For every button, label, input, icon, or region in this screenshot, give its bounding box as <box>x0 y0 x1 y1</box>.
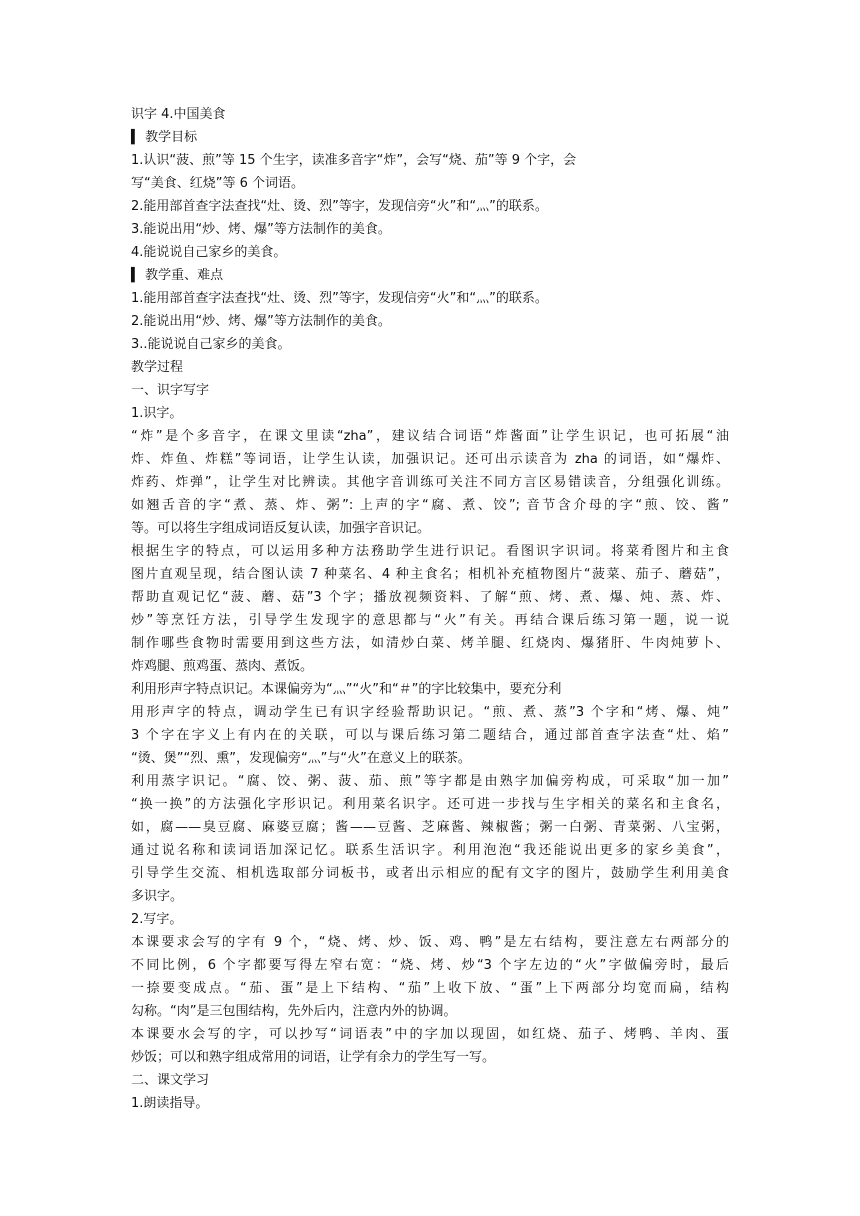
text-line: 炸药、炸弹”，让学生对比辨读。其他字音训练可关注不同方言区易错读音，分组强化训练。 <box>131 475 729 490</box>
text-line: 图片直观呈现，结合图认读 7 种菜名、4 种主食名；相机补充植物图片“菠菜、茄子、蘑菇”， <box>131 567 729 582</box>
text-line: 2.能说出用“炒、烤、爆”等方法制作的美食。 <box>131 314 391 329</box>
text-line: 勾称。“肉”是三包围结构，先外后内，注意内外的协调。 <box>131 1004 457 1019</box>
text-line: 4.能说说自己家乡的美食。 <box>131 245 287 260</box>
section-heading: ▍ 教学重、难点 <box>131 268 224 283</box>
text-line: 2.能用部首查字法查找“灶、烫、烈”等字，发现信旁“火”和“灬”的联系。 <box>131 199 548 214</box>
text-line: 如，腐——臭豆腐、麻婆豆腐；酱——豆酱、芝麻酱、辣椒酱；粥一白粥、青菜粥、八宝粥， <box>131 820 729 835</box>
text-line: 写“美食、红烧”等 6 个词语。 <box>131 176 305 191</box>
text-line: 炸鸡腿、煎鸡蛋、蒸肉、煮饭。 <box>131 659 314 674</box>
section-heading: 二、课文学习 <box>131 1073 210 1088</box>
text-line: 炒饭；可以和熟字组成常用的词语，让学有余力的学生写一写。 <box>131 1050 496 1065</box>
sub-heading: 1.朗读指导。 <box>131 1096 209 1111</box>
text-line: “换一换”的方法强化字形识记。利用菜名识字。还可进一步找与生字相关的菜名和主食名， <box>131 797 729 812</box>
section-heading: ▍ 教学目标 <box>131 130 198 145</box>
text-line: 本课要求会写的字有 9 个，“烧、烤、炒、饭、鸡、鸭”是左右结构，要注意左右两部分的 <box>131 935 729 950</box>
section-heading: 一、识字写字 <box>131 383 210 398</box>
text-line: 等。可以将生字组成词语反复认读，加强字音识记。 <box>131 521 431 536</box>
text-line: “炸”是个多音字，在课文里读“zha”，建议结合词语“炸酱面”让学生识记，也可拓展“油 <box>131 429 729 444</box>
text-line: 利用蒸字识记。“腐、饺、粥、菠、茄、煎”等字都是由熟字加偏旁构成，可采取“加一加” <box>131 774 729 789</box>
sub-heading: 2.写字。 <box>131 912 183 927</box>
text-line: 用形声字的特点，调动学生已有识字经验帮助识记。“煎、煮、蒸”3 个字和“烤、爆、炖” <box>131 705 729 720</box>
text-line: 引导学生交流、相机选取部分词板书，或者出示相应的配有文字的图片，鼓励学生利用美食 <box>131 866 729 881</box>
sub-heading: 1.识字。 <box>131 406 183 421</box>
text-line: 3..能说说自己家乡的美食。 <box>131 337 291 352</box>
section-heading: 教学过程 <box>131 360 184 375</box>
text-line: 通过说名称和读词语加深记忆。联系生活识字。利用泡泡“我还能说出更多的家乡美食”， <box>131 843 729 858</box>
text-line: 3.能说出用“炒、烤、爆”等方法制作的美食。 <box>131 222 391 237</box>
text-line: 3 个字在字义上有内在的关联，可以与课后练习第二题结合，通过部首查字法查“灶、焰” <box>131 728 729 743</box>
text-line: 利用形声字特点识记。本课偏旁为“灬”“火”和“＃”的字比较集中，要充分利 <box>131 682 562 697</box>
text-line: 根据生字的特点，可以运用多种方法務助学生进行识记。看图识字识词。将菜肴图片和主食 <box>131 544 729 559</box>
text-line: 炸、炸鱼、炸糕”等词语，让学生认读，加强识记。还可出示读音为 zha 的词语，如“爆炸、 <box>131 452 729 467</box>
text-line: 多识字。 <box>131 889 184 904</box>
text-line: 如翘舌音的字“煮、蒸、炸、粥”: 上声的字“腐、煮、饺”; 音节含介母的字“煎、饺、酱” <box>131 498 729 513</box>
text-line: 1.能用部首查字法查找“灶、烫、烈”等字，发现信旁“火”和“灬”的联系。 <box>131 291 548 306</box>
text-line: 1.认识“菠、煎”等 15 个生字，读准多音字“炸”，会写“烧、茄”等 9 个字，会 <box>131 153 577 168</box>
text-line: 本课要水会写的字，可以抄写“词语表”中的字加以现固，如红烧、茄子、烤鸭、羊肉、蛋 <box>131 1027 729 1042</box>
text-line: 帮助直观记忆“菠、蘑、菇”3 个字；播放视频资料、了解“煎、烤、煮、爆、炖、蒸、炸、 <box>131 590 729 605</box>
text-line: 不同比例，6 个字都要写得左窄右宽：“烧、烤、炒“3 个字左边的“火”字做偏旁时，最后 <box>131 958 729 973</box>
text-line: 一捺要变成点。“茄、蛋”是上下结构、“茄”上收下放、“蛋”上下两部分均宽而扁，结构 <box>131 981 729 996</box>
text-line: 炒”等烹饪方法，引导学生发现字的意思都与“火”有关。再结合课后练习第一题，说一说 <box>131 613 729 628</box>
text-line: 制作哪些食物时需要用到这些方法，如清炒白菜、烤羊腿、红烧肉、爆猪肝、牛肉炖萝卜、 <box>131 636 729 651</box>
lesson-title: 识字 4.中国美食 <box>131 107 226 122</box>
text-line: “烫、煲”“烈、熏”，发现偏旁“灬”与“火”在意义上的联茶。 <box>131 751 471 766</box>
